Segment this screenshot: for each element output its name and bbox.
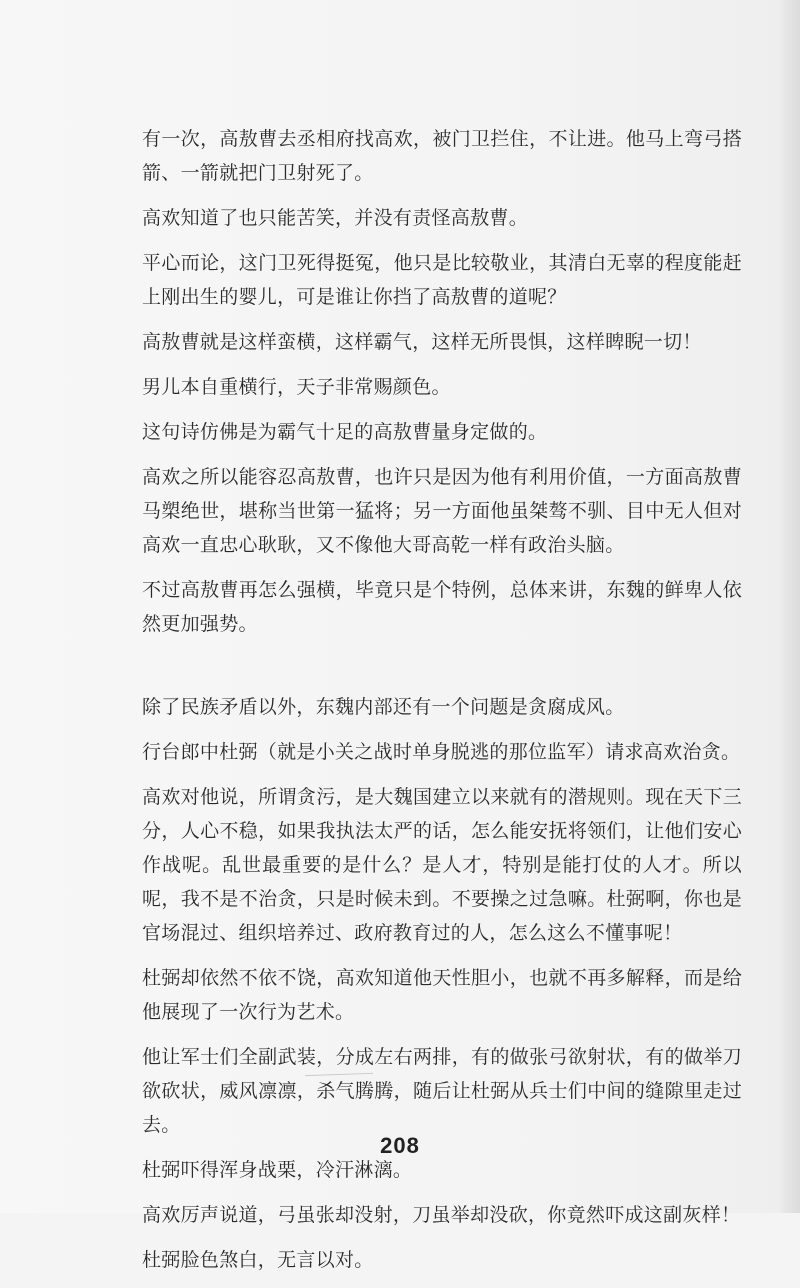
paragraph: 高欢之所以能容忍高敖曹，也许只是因为他有利用价值，一方面高敖曹马槊绝世，堪称当世第一猛将；另一方面他虽桀骜不驯、目中无人但对高欢一直忠心耿耿，又不像他大哥高乾一样有政治头脑。 [142, 466, 742, 556]
page-number: 208 [380, 1133, 420, 1158]
section-break [142, 652, 742, 690]
paragraph: 这句诗仿佛是为霸气十足的高敖曹量身定做的。 [142, 421, 548, 443]
paragraph: 杜弼脸色煞白，无言以对。 [142, 1249, 374, 1271]
page-edge-shadow [778, 0, 800, 1213]
paragraph: 他让军士们全副武装，分成左右两排，有的做张弓欲射状，有的做举刀欲砍状，威风凛凛，杀气腾腾，随后让杜弼从兵士们中间的缝隙里走过去。 [142, 1046, 742, 1136]
paragraph: 不过高敖曹再怎么强横，毕竟只是个特例，总体来讲，东魏的鲜卑人依然更加强势。 [142, 579, 742, 635]
paragraph: 杜弼吓得浑身战栗，冷汗淋漓。 [142, 1159, 413, 1181]
paragraph: 除了民族矛盾以外，东魏内部还有一个问题是贪腐成风。 [142, 696, 625, 718]
paragraph: 高敖曹就是这样蛮横，这样霸气，这样无所畏惧，这样睥睨一切！ [142, 331, 702, 353]
paragraph: 男儿本自重横行，天子非常赐颜色。 [142, 376, 451, 398]
body-text [142, 122, 742, 1288]
paragraph: 行台郎中杜弼（就是小关之战时单身脱逃的那位监军）请求高欢治贪。 [142, 741, 741, 763]
paragraph: 杜弼却依然不依不饶，高欢知道他天性胆小，也就不再多解释，而是给他展现了一次行为艺术。 [142, 967, 742, 1023]
paragraph: 有一次，高敖曹去丞相府找高欢，被门卫拦住，不让进。他马上弯弓搭箭、一箭就把门卫射死了。 [142, 128, 742, 184]
paragraph: 高欢厉声说道，弓虽张却没射，刀虽举却没砍，你竟然吓成这副灰样！ [142, 1204, 741, 1226]
paragraph: 高欢知道了也只能苦笑，并没有责怪高敖曹。 [142, 207, 529, 229]
paragraph: 高欢对他说，所谓贪污，是大魏国建立以来就有的潜规则。现在天下三分，人心不稳，如果我执法太严的话，怎么能安抚将领们，让他们安心作战呢。乱世最重要的是什么？是人才，特别是能打仗的人才。所以呢，我不是不治贪，只是时候未到。不要操之过急嘛。杜弼啊，你也是官场混过、组织培养过、政府教育过的人，怎么这么不懂事呢！ [142, 786, 742, 944]
paragraph: 平心而论，这门卫死得挺冤，他只是比较敬业，其清白无辜的程度能赶上刚出生的婴儿，可是谁让你挡了高敖曹的道呢？ [142, 252, 742, 308]
